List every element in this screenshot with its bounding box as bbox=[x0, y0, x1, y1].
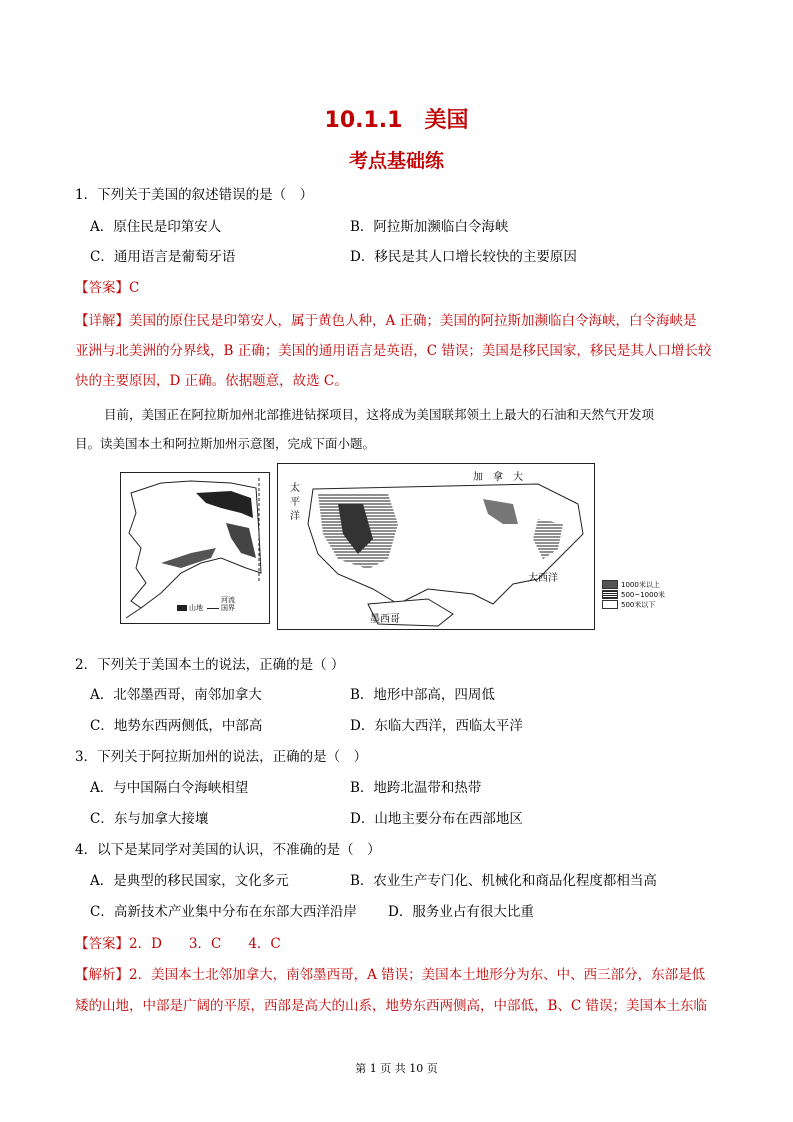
q1-detail-line: 【详解】美国的原住民是印第安人，属于黄色人种，A 正确；美国的阿拉斯加濒临白令海峡，白令海峡是 bbox=[75, 313, 697, 329]
legend-label: 500米以下 bbox=[621, 600, 656, 609]
page-title: 10.1.1 美国 bbox=[324, 108, 469, 133]
q3-option-d: D．山地主要分布在西部地区 bbox=[350, 811, 523, 827]
analysis-line: 矮的山地，中部是广阔的平原，西部是高大的山系，地势东西两侧高，中部低，B、C 错误；美国本土东临 bbox=[75, 998, 708, 1014]
page-subtitle: 考点基础练 bbox=[348, 150, 444, 172]
legend-row bbox=[602, 580, 678, 589]
legend-mountain-label: 山地 bbox=[189, 604, 203, 612]
usa-map-drawing bbox=[278, 464, 594, 629]
legend-swatch-mid bbox=[602, 590, 618, 599]
q2-4-answer: 【答案】2．D 3．C 4．C bbox=[75, 936, 281, 952]
q4-option-c: C．高新技术产业集中分布在东部大西洋沿岸 bbox=[90, 904, 357, 920]
legend-label: 1000米以上 bbox=[621, 580, 660, 589]
q1-option-a: A．原住民是印第安人 bbox=[90, 219, 222, 235]
usa-map bbox=[277, 463, 595, 630]
legend-row bbox=[602, 600, 678, 609]
label-canada: 加 拿 大 bbox=[473, 472, 523, 483]
q1-answer: 【答案】C bbox=[75, 280, 140, 296]
alaska-map bbox=[120, 472, 270, 624]
q2-option-a: A．北邻墨西哥，南邻加拿大 bbox=[90, 687, 262, 703]
q2-option-d: D．东临大西洋，西临太平洋 bbox=[350, 718, 523, 734]
q1-option-c: C．通用语言是葡萄牙语 bbox=[90, 249, 236, 265]
q1-detail-line: 快的主要原因，D 正确。依据题意，故选 C。 bbox=[75, 373, 348, 389]
q2-option-b: B．地形中部高，四周低 bbox=[350, 687, 495, 703]
alaska-map-drawing bbox=[121, 473, 269, 623]
q1-option-d: D．移民是其人口增长较快的主要原因 bbox=[350, 249, 577, 265]
mountain-swatch bbox=[177, 605, 187, 611]
q1-stem: 1．下列关于美国的叙述错误的是（ ） bbox=[75, 187, 314, 203]
border-swatch bbox=[207, 608, 219, 609]
intro-line: 目。读美国本土和阿拉斯加州示意图，完成下面小题。 bbox=[75, 436, 376, 451]
label-pacific: 太 平 洋 bbox=[290, 483, 300, 522]
q4-option-a: A．是典型的移民国家，文化多元 bbox=[90, 873, 289, 889]
legend-label: 500~1000米 bbox=[621, 590, 666, 599]
q2-option-c: C．地势东西两侧低，中部高 bbox=[90, 718, 263, 734]
q2-stem: 2．下列关于美国本土的说法，正确的是（ ） bbox=[75, 657, 345, 673]
q3-option-b: B．地跨北温带和热带 bbox=[350, 780, 482, 796]
label-atlantic: 大西洋 bbox=[528, 573, 558, 584]
q4-stem: 4．以下是某同学对美国的认识，不准确的是（ ） bbox=[75, 842, 381, 858]
analysis-line: 【解析】2．美国本土北邻加拿大，南邻墨西哥，A 错误；美国本土地形分为东、中、西三部分，东部是低 bbox=[75, 967, 706, 983]
label-mexico: 墨西哥 bbox=[370, 614, 400, 625]
intro-line: 目前，美国正在阿拉斯加州北部推进钻探项目，这将成为美国联邦领土上最大的石油和天然气开发项 bbox=[104, 407, 655, 422]
legend-row bbox=[602, 590, 678, 599]
page-footer: 第 1 页 共 10 页 bbox=[355, 1062, 438, 1075]
q1-detail-line: 亚洲与北美洲的分界线，B 正确；美国的通用语言是英语，C 错误；美国是移民国家，移民是其人口增长较 bbox=[75, 343, 712, 359]
legend-swatch-high bbox=[602, 580, 618, 589]
q1-option-b: B．阿拉斯加濒临白令海峡 bbox=[350, 219, 509, 235]
legend-river-label: 河流 bbox=[221, 596, 235, 604]
q3-stem: 3．下列关于阿拉斯加州的说法，正确的是（ ） bbox=[75, 749, 368, 765]
elevation-legend bbox=[602, 580, 678, 610]
q4-option-b: B．农业生产专门化、机械化和商品化程度都相当高 bbox=[350, 873, 657, 889]
q4-option-d: D．服务业占有很大比重 bbox=[388, 904, 534, 920]
legend-border-label: 国界 bbox=[221, 604, 235, 612]
q3-option-a: A．与中国隔白令海峡相望 bbox=[90, 780, 249, 796]
q3-option-c: C．东与加拿大接壤 bbox=[90, 811, 209, 827]
legend-swatch-low bbox=[602, 600, 618, 609]
